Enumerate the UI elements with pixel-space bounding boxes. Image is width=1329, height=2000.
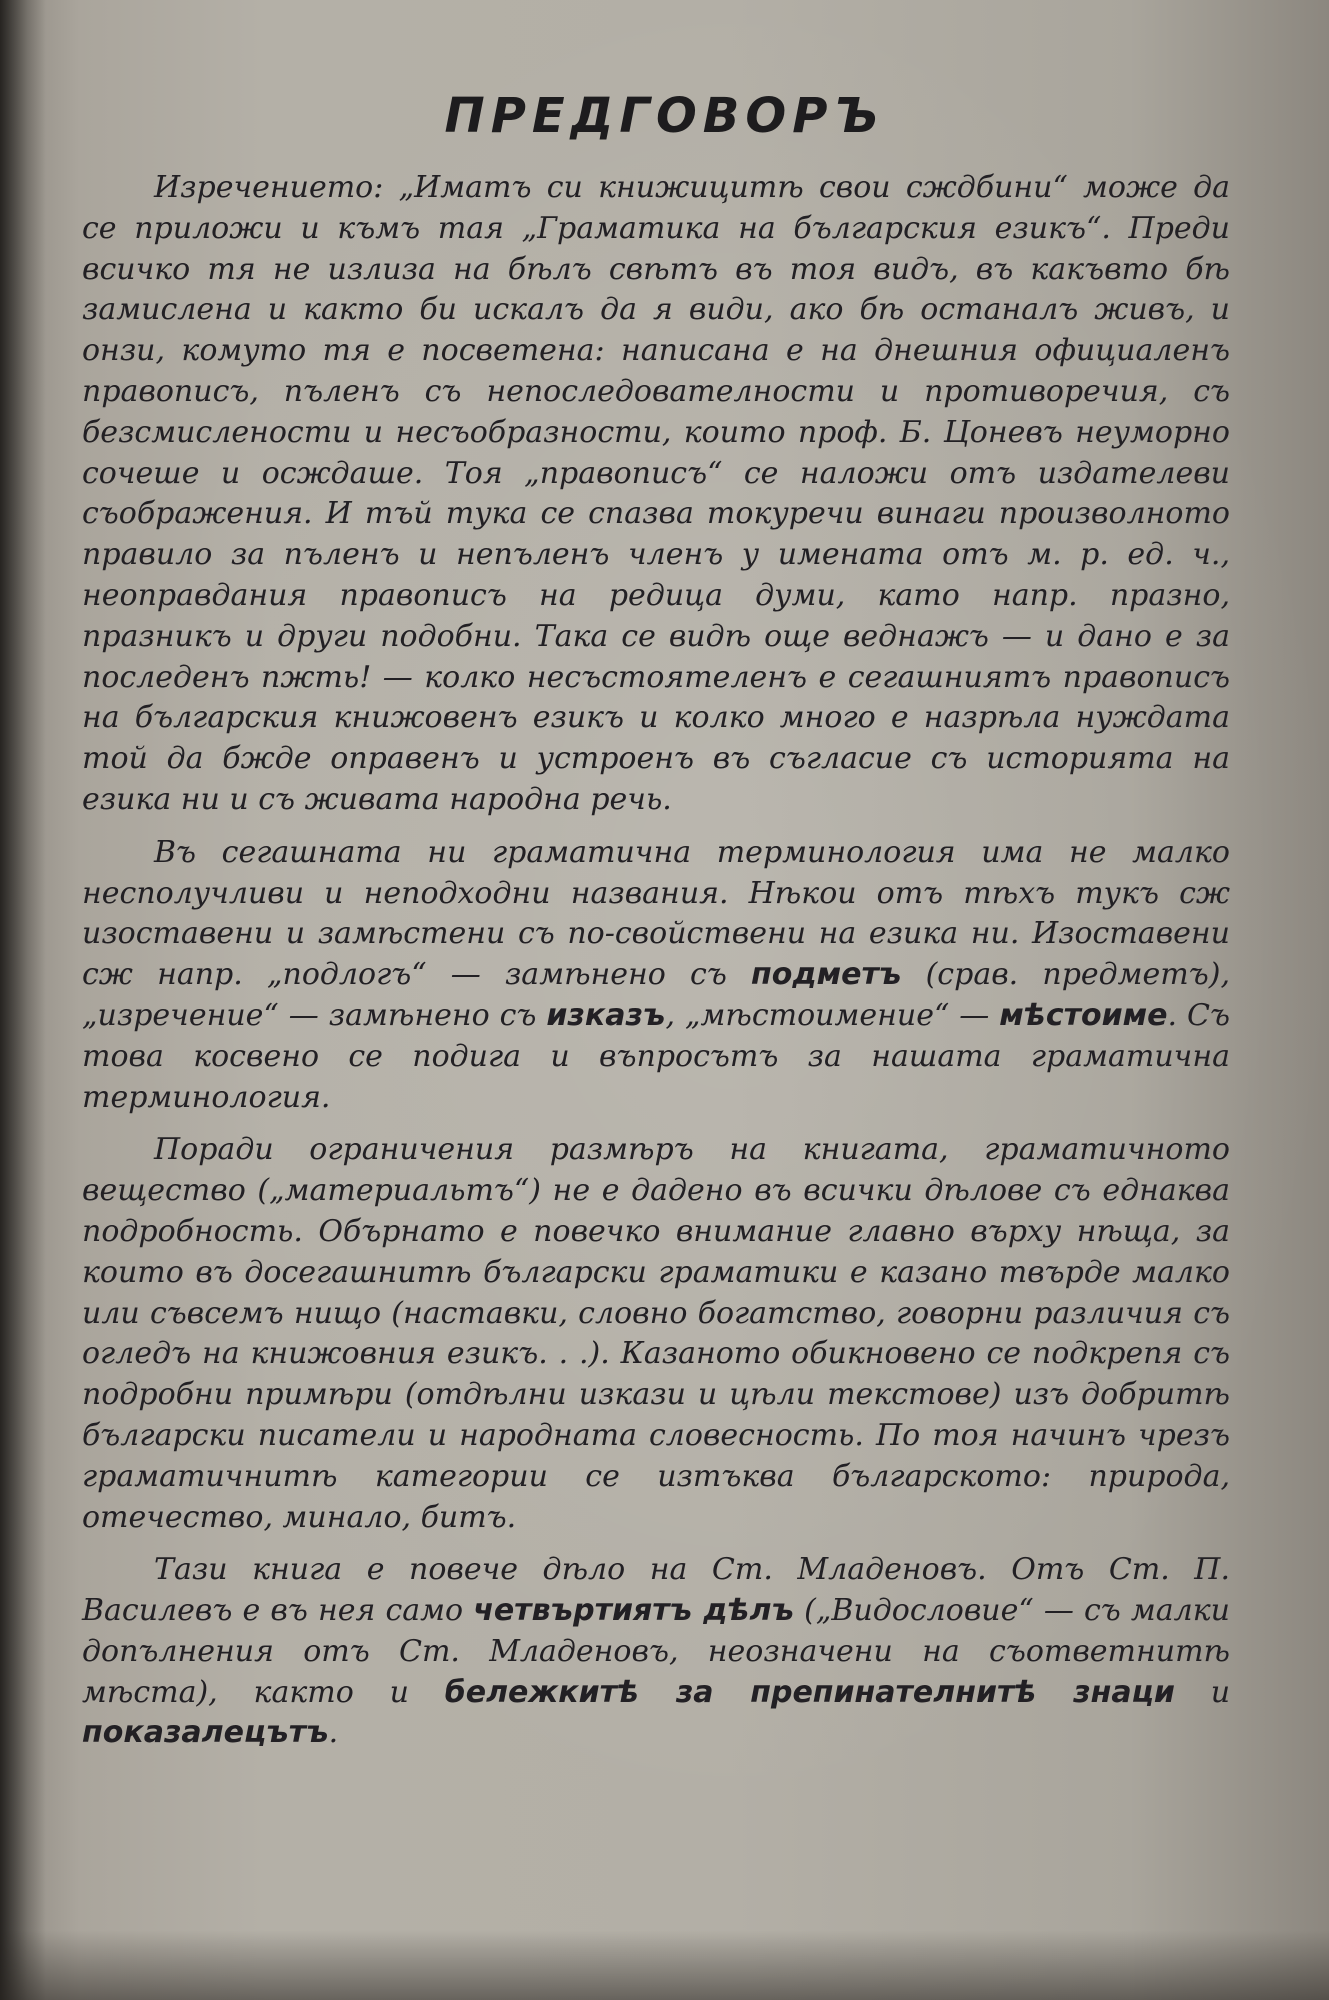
page-heading: ПРЕДГОВОРЪ [444, 88, 885, 144]
text-run: , „мѣстоимение“ — [665, 997, 1000, 1033]
text-run: и [1174, 1674, 1231, 1710]
paragraph-3 [82, 1130, 1230, 1538]
bottom-shadow [0, 1930, 1329, 2000]
text-run: Въ сегашната ни граматична терминология има не малко несполучливи и неподходни названия. Нѣкои отъ тѣхъ тукъ сж изоставени и замѣстени съ по-свойствени на езика ни. Изоставени сж напр. „подлогъ“ — замѣнено съ [82, 834, 1230, 993]
bold-term: показалецътъ [82, 1715, 329, 1751]
text-run: Изречението: „Иматъ си книжицитѣ свои сждбини“ може да се приложи и къмъ тая „Граматика на българския езикъ“. Преди всичко тя не излиза на бѣлъ свѣтъ въ тоя видъ, въ какъвто бѣ замислена и както би искалъ да я види, ако бѣ останалъ живъ, и онзи, комуто тя е посветена: написана е на днешния официаленъ правописъ, пъленъ съ непоследователности и противоречия, съ безсмислености и несъобразности, които проф. Б. Цоневъ неуморно сочеше и осждаше. Тоя „правописъ“ се наложи отъ издателеви съображения. И тъй тука се спазва токуречи винаги произволното правило за пъленъ и непъленъ членъ у имената отъ м. р. ед. ч., неоправдания правописъ на редица думи, като напр. празно, празникъ и други подобни. Така се видѣ още веднажъ — и дано е за последенъ пжть! — колко несъстоятеленъ е сегашниятъ правописъ на българския книжовенъ езикъ и колко много е назрѣла нуждата той да бжде оправенъ и устроенъ въ съгласие съ историята на езика ни и съ живата народна речь. [82, 170, 1230, 817]
paragraph-4 [82, 1550, 1230, 1754]
bold-term: подметъ [751, 957, 902, 993]
bold-term: мѣстоиме [999, 997, 1168, 1033]
text-run: („Видословие“ — съ малки допълнения отъ Ст. Младеновъ, неозначени на съответнитѣ мѣста), както и [82, 1593, 1230, 1710]
text-run: Поради ограничения размѣръ на книгата, граматичното вещество („материальтъ“) не е дадено въ всички дѣлове съ еднаква подробность. Обърнато е повечко внимание главно върху нѣща, за които въ досегашнитѣ български граматики е казано твърде малко или съвсемъ нищо (наставки, словно богатство, говорни различия съ огледъ на книжовния езикъ. . .). Казаното обикновено се подкрепя съ подробни примѣри (отдѣлни изкази и цѣли текстове) изъ добритѣ български писатели и народната словесность. По тоя начинъ чрезъ граматичнитѣ категории се изтъква българското: природа, отечество, минало, битъ. [82, 1132, 1230, 1535]
text-run: . [328, 1715, 339, 1751]
text-run: (срав. предметъ), „изречение“ — замѣнено съ [82, 957, 1230, 1033]
bold-term: изказъ [546, 997, 666, 1033]
text-run: . Съ това косвено се подига и въпросътъ за нашата граматична терминология. [82, 997, 1230, 1115]
text-run: Тази книга е повече дѣло на Ст. Младеновъ. Отъ Ст. П. Василевъ е въ нея само [82, 1552, 1230, 1629]
preface-text [82, 168, 1230, 1766]
bold-term: бележкитѣ за препинателнитѣ знаци [444, 1674, 1175, 1710]
paragraph-1 [82, 168, 1230, 821]
binding-shadow [0, 0, 46, 2000]
bold-term: четвъртиятъ дѣлъ [473, 1593, 795, 1629]
paragraph-2 [82, 833, 1230, 1119]
